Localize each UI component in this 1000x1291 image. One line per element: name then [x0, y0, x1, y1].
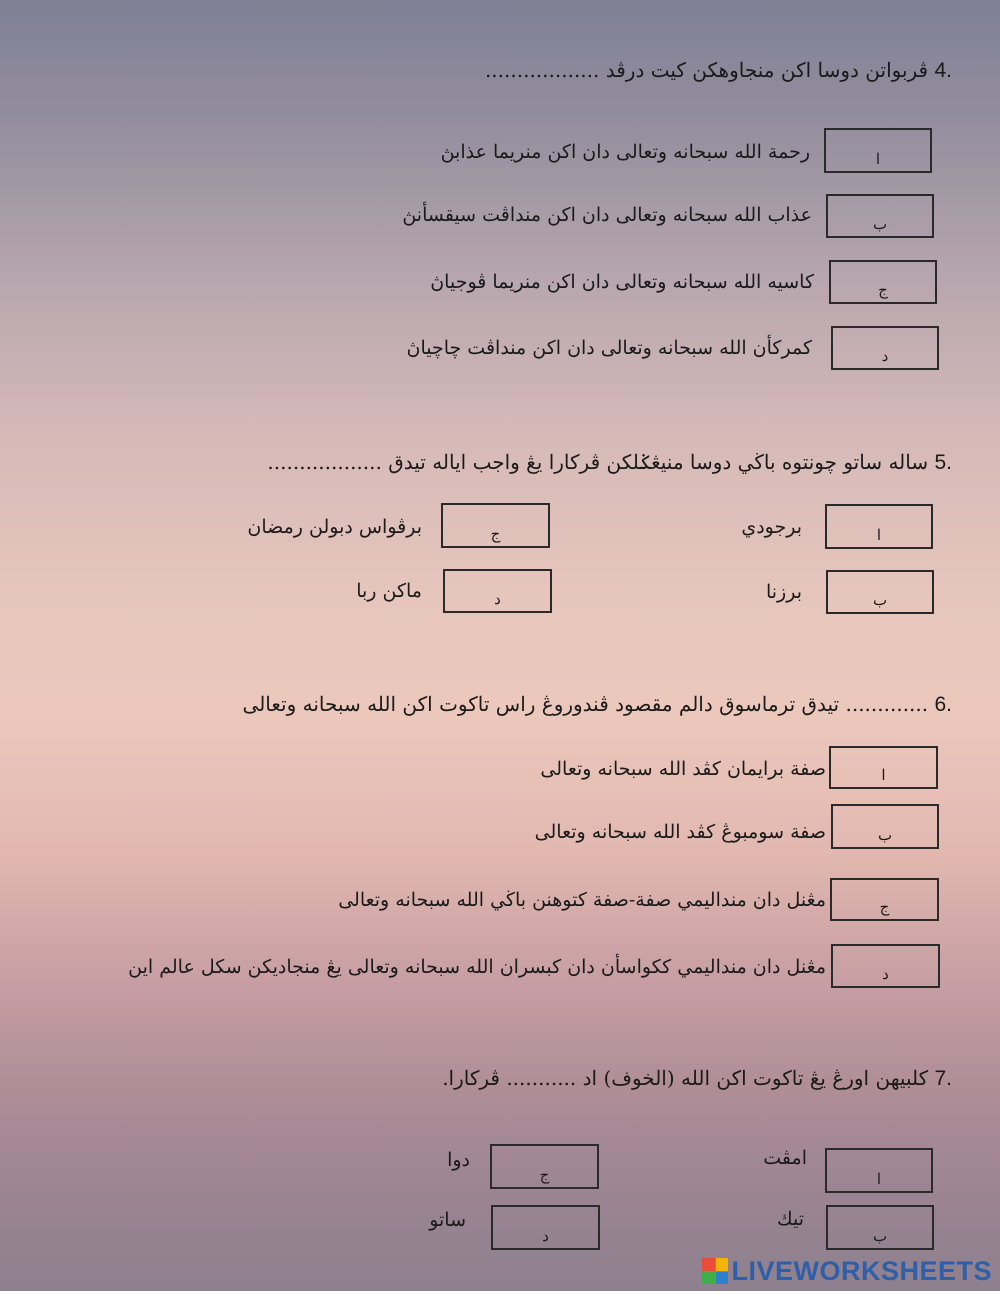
option-5d: ماكن ربا — [356, 580, 422, 602]
answer-box-7b[interactable] — [826, 1205, 934, 1250]
answer-box-7a[interactable] — [825, 1148, 933, 1193]
answer-box-6c[interactable] — [830, 878, 939, 921]
option-5a: برجودي — [741, 516, 802, 538]
option-7a: امڤت — [763, 1147, 807, 1169]
answer-box-4a[interactable] — [824, 128, 932, 173]
question-number: 5. — [934, 451, 952, 474]
option-4a: رحمة الله سبحانه وتعالى دان اكن منريما عذابڽ — [440, 141, 810, 163]
answer-box-6d[interactable] — [831, 944, 940, 988]
question-4 — [485, 58, 952, 83]
option-6d: مڠنل دان منداليمي ككواسأن دان كبسران الله سبحانه وتعالى يڠ منجاديكن سكل عالم اين — [128, 956, 826, 978]
option-6c: مڠنل دان منداليمي صفة-صفة كتوهنن باڬي الله سبحانه وتعالى — [338, 889, 826, 911]
option-key: ج — [539, 1166, 550, 1184]
liveworksheets-logo-icon — [702, 1258, 728, 1284]
option-4c: كاسيه الله سبحانه وتعالى دان اكن منريما ڤوجياڽ — [430, 271, 814, 293]
answer-box-6a[interactable] — [829, 746, 938, 789]
question-6 — [243, 692, 952, 717]
question-number: 7. — [934, 1067, 952, 1090]
option-5b: برزنا — [765, 581, 802, 603]
answer-box-5a[interactable] — [825, 504, 933, 549]
question-text: ساله ساتو چونتوه باڬي دوسا منيڠݢلكن ڤركارا يڠ واجب اياله تيدق .................. — [267, 450, 929, 474]
option-key: ا — [875, 150, 881, 168]
option-key: ب — [877, 826, 893, 844]
option-key: ا — [881, 766, 886, 784]
question-number: 6. — [934, 693, 952, 716]
option-6a: صفة برايمان كڤد الله سبحانه وتعالى — [540, 758, 826, 780]
question-text: كلبيهن اورڠ يڠ تاكوت اكن الله (الخوف) اد ........... ڤركارا. — [442, 1066, 929, 1090]
option-key: د — [881, 347, 889, 365]
answer-box-5d[interactable] — [443, 569, 552, 613]
answer-box-7d[interactable] — [491, 1205, 600, 1250]
option-key: ج — [878, 281, 888, 299]
option-7b: تيك — [776, 1208, 804, 1230]
question-5 — [267, 450, 952, 475]
option-key: ب — [872, 1227, 888, 1245]
option-5c: برڤواس دبولن رمضان — [247, 516, 422, 538]
liveworksheets-logo — [702, 1256, 992, 1286]
option-6b: صفة سومبوڠ كڤد الله سبحانه وتعالى — [534, 821, 826, 843]
answer-box-4c[interactable] — [829, 260, 937, 304]
option-key: ج — [490, 525, 501, 543]
option-key: ا — [876, 526, 882, 544]
option-key: ج — [879, 898, 890, 916]
option-key: د — [542, 1227, 549, 1245]
brand-text: LIVEWORKSHEETS — [731, 1255, 992, 1286]
option-key: ا — [876, 1170, 882, 1188]
question-number: 4. — [934, 59, 952, 82]
question-7 — [442, 1066, 952, 1091]
option-7c: دوا — [447, 1149, 470, 1171]
answer-box-5b[interactable] — [826, 570, 934, 614]
answer-box-4d[interactable] — [831, 326, 939, 370]
option-key: د — [494, 590, 501, 608]
option-key: د — [882, 965, 889, 983]
question-text: ............. تيدق ترماسوق دالم مقصود ڤندوروڠ راس تاكوت اكن الله سبحانه وتعالى — [242, 692, 929, 716]
question-text: ڤربواتن دوسا اكن منجاوهكن كيت درڤد .................. — [484, 58, 929, 82]
option-7d: ساتو — [429, 1209, 466, 1231]
option-4b: عذاب الله سبحانه وتعالى دان اكن منداڤت سيقسأنڽ — [402, 204, 812, 226]
answer-box-7c[interactable] — [490, 1144, 599, 1189]
answer-box-5c[interactable] — [441, 503, 550, 548]
answer-box-6b[interactable] — [831, 804, 939, 849]
option-key: ب — [872, 215, 888, 233]
answer-box-4b[interactable] — [826, 194, 934, 238]
option-4d: كمركأن الله سبحانه وتعالى دان اكن منداڤت چاچياڽ — [406, 337, 812, 359]
option-key: ب — [872, 591, 888, 609]
